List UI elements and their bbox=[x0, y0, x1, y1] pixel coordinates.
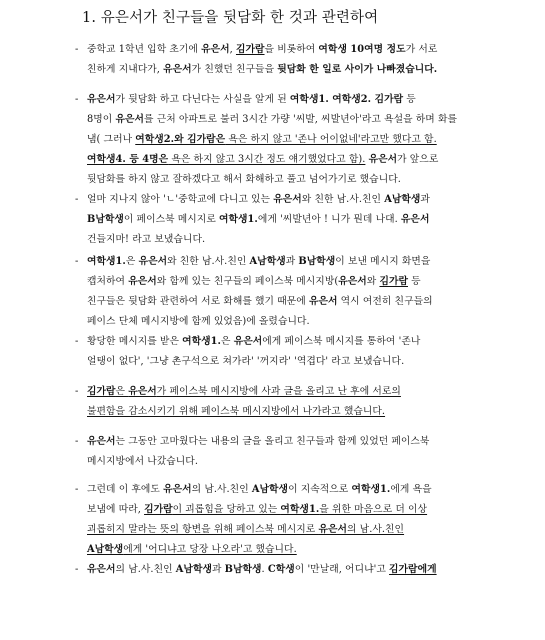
emphasized-text: 유은서 bbox=[201, 44, 230, 55]
text-run: 얼탱이 없다', '그냥 촌구석으로 쳐가라' '꺼지라' '역겹다' 라고 보냈습니다. bbox=[87, 356, 405, 367]
list-item bbox=[75, 190, 475, 250]
text-run: 가 친했던 친구들을 bbox=[191, 64, 278, 75]
text-run: 냄( 그러나 bbox=[87, 134, 136, 145]
emphasized-text: C학생 bbox=[267, 564, 295, 575]
text-line bbox=[87, 352, 475, 372]
bullet-dash: - bbox=[75, 256, 79, 267]
text-line bbox=[87, 130, 475, 150]
emphasized-text: 여학생1. bbox=[182, 336, 221, 347]
text-line bbox=[87, 272, 475, 292]
emphasized-text: B남학생 bbox=[298, 256, 336, 267]
text-line bbox=[87, 332, 475, 352]
text-run: 8명이 bbox=[87, 114, 116, 125]
text-run: 뒷담화를 하지 않고 잘하겠다고 해서 화해하고 풀고 넘어가기로 했습니다. bbox=[87, 174, 401, 185]
text-line bbox=[87, 40, 475, 60]
emphasized-text: 유은서 bbox=[87, 564, 116, 575]
text-run: 은 bbox=[125, 256, 139, 267]
text-run: 불편함을 감소시키기 위해 페이스북 메시지방에서 나가라고 했습니다. bbox=[87, 406, 386, 417]
text-run: 와 친한 남.사.친인 bbox=[167, 256, 250, 267]
emphasized-text: 여학생1. bbox=[351, 484, 391, 495]
text-run: 보냄에 따라, bbox=[87, 504, 145, 515]
list-item bbox=[75, 252, 475, 332]
bullet-dash: - bbox=[75, 484, 79, 495]
text-run: 의 남.사.친인 bbox=[191, 484, 252, 495]
text-run: 를 근처 아파트로 불러 3시간 가량 '씨발, 씨발년아'라고 욕설을 하며 화를 bbox=[144, 114, 457, 125]
text-run: 와 함께 있는 친구들의 페이스북 메시지방( bbox=[156, 276, 339, 287]
emphasized-text: 김가람 bbox=[144, 504, 173, 515]
bullet-dash: - bbox=[75, 564, 79, 575]
text-run: 의 남.사.친인 bbox=[115, 564, 176, 575]
bullet-dash: - bbox=[75, 436, 79, 447]
text-run: 그런데 이 후에도 bbox=[87, 484, 164, 495]
text-run: 은 bbox=[221, 336, 234, 347]
list-item bbox=[75, 40, 475, 80]
text-line bbox=[87, 170, 475, 190]
list-item bbox=[75, 480, 475, 560]
emphasized-text: 유은서 bbox=[308, 296, 338, 307]
text-run: 가 앞으로 bbox=[397, 154, 439, 165]
text-run: 괴롭히지 말라는 뜻의 항변을 위해 페이스북 메시지로 bbox=[87, 524, 319, 535]
emphasized-text: 김가람 bbox=[379, 276, 408, 287]
text-run: 과 bbox=[211, 564, 225, 575]
bullet-dash: - bbox=[75, 386, 79, 397]
emphasized-text: 여학생2.와 김가람은 bbox=[135, 134, 226, 145]
emphasized-text: 여학생 10여명 정도 bbox=[318, 44, 406, 55]
emphasized-text: 여학생1. bbox=[280, 504, 320, 515]
text-line bbox=[87, 500, 475, 520]
text-run: 친구들은 뒷담화 관련하여 서로 화해를 했기 때문에 bbox=[87, 296, 309, 307]
text-line bbox=[87, 432, 475, 452]
text-line bbox=[87, 560, 475, 580]
emphasized-text: 뒷담화 한 일로 사이가 나빠졌습니다. bbox=[277, 64, 438, 75]
text-line bbox=[87, 230, 475, 250]
text-line bbox=[87, 110, 475, 130]
text-run: 캡처하여 bbox=[87, 276, 129, 287]
text-run: 을 비롯하여 bbox=[264, 44, 319, 55]
text-run: 과 bbox=[420, 194, 430, 205]
text-run: 와 친한 남.사.친인 bbox=[301, 194, 385, 205]
text-run: 얼마 지나지 않아 'ㄴ'중학교에 다니고 있는 bbox=[87, 194, 274, 205]
text-run: 에게 페이스북 메시지를 통하여 '존나 bbox=[262, 336, 421, 347]
text-run: 이 괴롭힘을 당하고 있는 bbox=[172, 504, 281, 515]
emphasized-text: 여학생4. 등 4명은 bbox=[87, 154, 169, 165]
emphasized-text: A남학생 bbox=[87, 544, 124, 555]
text-line bbox=[87, 312, 475, 332]
text-line bbox=[87, 540, 475, 560]
text-run: 이 페이스북 메시지로 bbox=[123, 214, 219, 225]
text-run: 은 bbox=[115, 386, 129, 397]
text-run: 역시 여전히 친구들의 bbox=[337, 296, 433, 307]
emphasized-text: A남학생 bbox=[175, 564, 212, 575]
text-run: . bbox=[261, 564, 268, 575]
text-line bbox=[87, 210, 475, 230]
text-run: 페이스 단체 메시지방에 함께 있었음)에 올렸습니다. bbox=[87, 316, 310, 327]
emphasized-text: 유은서 bbox=[233, 336, 263, 347]
text-run: 욕은 하지 않고 3시간 정도 얘기했었다고 함). bbox=[168, 154, 366, 165]
text-run: 등 bbox=[408, 276, 421, 287]
emphasized-text: 유은서 bbox=[138, 256, 168, 267]
text-run: 이 보낸 메시지 화면을 bbox=[335, 256, 431, 267]
text-run: 을 위한 마음으로 더 이상 bbox=[319, 504, 428, 515]
bullet-dash: - bbox=[75, 44, 79, 55]
list-item bbox=[75, 332, 475, 372]
emphasized-text: 유은서 bbox=[163, 484, 192, 495]
text-run: 건들지마! 라고 보냈습니다. bbox=[87, 234, 206, 245]
emphasized-text: A남학생 bbox=[249, 256, 286, 267]
emphasized-text: 유은서 bbox=[115, 114, 145, 125]
text-line bbox=[87, 60, 475, 80]
text-run: 가 페이스북 메시지방에 사과 글을 올리고 난 후에 서로의 bbox=[156, 386, 401, 397]
emphasized-text: 유은서 bbox=[128, 276, 157, 287]
emphasized-text: 유은서 bbox=[400, 214, 430, 225]
text-run: 가 서로 bbox=[405, 44, 438, 55]
emphasized-text: 여학생1. bbox=[219, 214, 258, 225]
text-line bbox=[87, 520, 475, 540]
emphasized-text: 유은서 bbox=[318, 524, 347, 535]
text-run: 황당한 메시지를 받은 bbox=[87, 336, 183, 347]
text-run: 에게 '어디냐고 당장 나오라'고 했습니다. bbox=[123, 544, 297, 555]
emphasized-text: 김가람에게 bbox=[389, 564, 437, 575]
text-run: 욕은 하지 않고 '존나 어이없네'라고만 했다고 함. bbox=[225, 134, 437, 145]
emphasized-text: 유은서 bbox=[128, 386, 157, 397]
text-run: 이 '만날래, 어디냐'고 bbox=[294, 564, 390, 575]
text-run: 과 bbox=[285, 256, 299, 267]
text-line bbox=[87, 452, 475, 472]
list-item bbox=[75, 90, 475, 190]
bullet-dash: - bbox=[75, 94, 79, 105]
text-line bbox=[87, 382, 475, 402]
text-run: 와 bbox=[366, 276, 380, 287]
emphasized-text: 유은서 bbox=[87, 436, 116, 447]
text-line bbox=[87, 150, 475, 170]
emphasized-text: 김가람 bbox=[87, 386, 116, 397]
text-line bbox=[87, 190, 475, 210]
emphasized-text: 김가람 bbox=[235, 44, 265, 55]
emphasized-text: 여학생1. bbox=[87, 256, 126, 267]
emphasized-text: 유은서 bbox=[368, 154, 398, 165]
text-run: 는 그동안 고마웠다는 내용의 글을 올리고 친구들과 함께 있었던 페이스북 bbox=[115, 436, 430, 447]
emphasized-text: A남학생 bbox=[251, 484, 289, 495]
text-run: 의 남.사.친인 bbox=[347, 524, 405, 535]
list-item bbox=[75, 432, 475, 472]
text-run: 친하게 지내다가, bbox=[87, 64, 164, 75]
list-item bbox=[75, 382, 475, 422]
section-heading: 1. 유은서가 친구들을 뒷담화 한 것과 관련하여 bbox=[82, 10, 379, 26]
text-line bbox=[87, 480, 475, 500]
text-line bbox=[87, 252, 475, 272]
text-run: , bbox=[229, 44, 236, 55]
text-run: 이 지속적으로 bbox=[288, 484, 352, 495]
bullet-dash: - bbox=[75, 194, 79, 205]
text-line bbox=[87, 402, 475, 422]
emphasized-text: 유은서 bbox=[273, 194, 302, 205]
text-run: 중학교 1학년 입학 초기에 bbox=[87, 44, 202, 55]
emphasized-text: 유은서 bbox=[163, 64, 192, 75]
emphasized-text: 여학생1. 여학생2. 김가람 bbox=[289, 94, 404, 105]
text-run: 등 bbox=[403, 94, 416, 105]
emphasized-text: B남학생 bbox=[224, 564, 262, 575]
list-item bbox=[75, 560, 475, 580]
emphasized-text: 유은서 bbox=[338, 276, 367, 287]
emphasized-text: A남학생 bbox=[384, 194, 421, 205]
text-run: 에게 '씨발년아 ! 니가 뭔데 나대. bbox=[257, 214, 401, 225]
text-run: 에게 욕을 bbox=[390, 484, 432, 495]
text-line bbox=[87, 90, 475, 110]
emphasized-text: 유은서 bbox=[87, 94, 116, 105]
bullet-dash: - bbox=[75, 336, 79, 347]
emphasized-text: B남학생 bbox=[87, 214, 124, 225]
text-line bbox=[87, 292, 475, 312]
text-run: 메시지방에서 나갔습니다. bbox=[87, 456, 198, 467]
text-run: 가 뒷담화 하고 다닌다는 사실을 알게 된 bbox=[115, 94, 290, 105]
